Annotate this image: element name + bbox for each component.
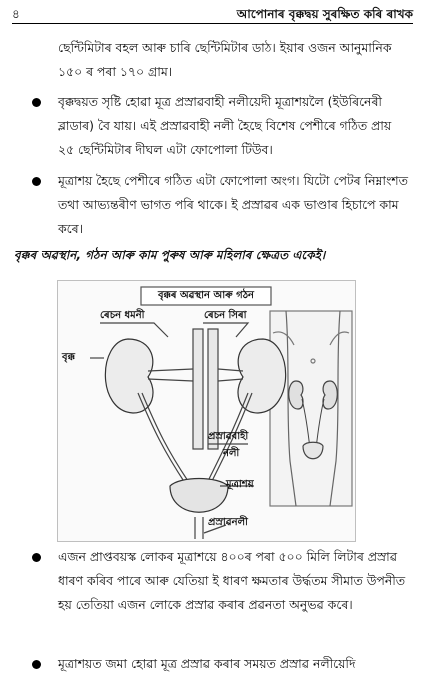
list-item-last xyxy=(58,652,411,676)
list-item-capacity xyxy=(58,545,411,617)
list-item-text: মূত্ৰাশয় হৈছে পেশীৰে গঠিত এটা ফোপোলা অংগ। যিটো পেটৰ নিম্নাংশত তথা আভ্যন্তৰীণ ভাগত পৰি থাকে। ই প্ৰস্ৰাৱৰ এক ভাণ্ডাৰ হিচাপে কাম কৰে। xyxy=(58,173,408,236)
header-rule xyxy=(12,23,413,24)
note-italic: বৃক্কৰ অৱস্থান, গঠন আৰু কাম পুৰুষ আৰু মহিলাৰ ক্ষেত্ৰত একেই। xyxy=(14,248,326,262)
page-number: ৪ xyxy=(12,7,20,21)
right-kidney xyxy=(238,339,286,413)
list-item-text: এজন প্ৰাপ্তবয়স্ক লোকৰ মূত্ৰাশয়ে ৪০০ৰ পৰা ৫০০ মিলি লিটাৰ প্ৰস্ৰাৱ ধাৰণ কৰিব পাৰে আৰু যেতিয়া ই ধাৰণ ক্ষমতাৰ উৰ্দ্ধতম সীমাত উপনীত হয় তেতিয়া এজন লোকে প্ৰস্ৰাৱ কৰাৰ প্ৰৱনতা অনুভৱ কৰে। xyxy=(58,549,406,612)
inset-right-kidney xyxy=(323,381,337,409)
body-inset xyxy=(270,311,352,506)
inset-left-kidney xyxy=(289,381,303,409)
bullet xyxy=(32,660,41,669)
label-bladder: মূত্ৰাশয় xyxy=(226,479,254,490)
figure-title: বৃক্কৰ অৱস্থান আৰু গঠন xyxy=(157,290,255,301)
label-pointer-artery xyxy=(100,323,168,337)
bullet xyxy=(32,98,41,107)
bullet xyxy=(32,553,41,562)
label-ureter-line1: প্ৰস্ৰাৱবাহী xyxy=(208,431,249,442)
inset-bladder xyxy=(303,442,323,459)
aorta xyxy=(193,329,203,449)
renal-vessels-right xyxy=(218,369,243,381)
bladder xyxy=(170,479,228,513)
label-ureter-line2: নলী xyxy=(223,448,240,459)
renal-vessels-left xyxy=(148,369,193,381)
kidney-anatomy-figure xyxy=(57,280,356,542)
label-renal-artery: ৰেচন ধমনী xyxy=(100,310,145,321)
label-urethra: প্ৰস্ৰাৱনলী xyxy=(208,517,248,528)
list-item-text: মূত্ৰাশয়ত জমা হোৱা মূত্ৰ প্ৰস্ৰাৱ কৰাৰ সময়ত প্ৰস্ৰাৱ নলীয়েদি xyxy=(58,656,356,671)
urethra xyxy=(195,517,203,539)
label-kidney: বৃক্ক xyxy=(62,352,75,363)
list-item-ureter xyxy=(58,90,411,162)
bullet xyxy=(32,177,41,186)
list-item-bladder xyxy=(58,169,411,241)
list-item-text: বৃক্কদ্বয়ত সৃষ্টি হোৱা মূত্ৰ প্ৰস্ৰাৱবাহী নলীয়েদী মূত্ৰাশয়লৈ (ইউৰিনেৰী ব্লাডাৰ) বৈ যায়। এই প্ৰস্ৰাৱবাহী নলী হৈছে বিশেষ পেশীৰে গঠিত প্ৰায় ২৫ ছেন্টিমিটাৰ দীঘল এটা ফোপোলা টিউব। xyxy=(58,94,392,157)
label-renal-vein: ৰেচন সিৰা xyxy=(204,310,247,321)
running-header: আপোনাৰ বৃক্কদ্বয় সুৰক্ষিত কৰি ৰাখক xyxy=(236,7,413,21)
intro-paragraph: ছেন্টিমিটাৰ বহল আৰু চাৰি ছেন্টিমিটাৰ ডাঠ। ইয়াৰ ওজন আনুমানিক ১৫০ ৰ পৰা ১৭০ গ্ৰাম। xyxy=(58,40,392,79)
